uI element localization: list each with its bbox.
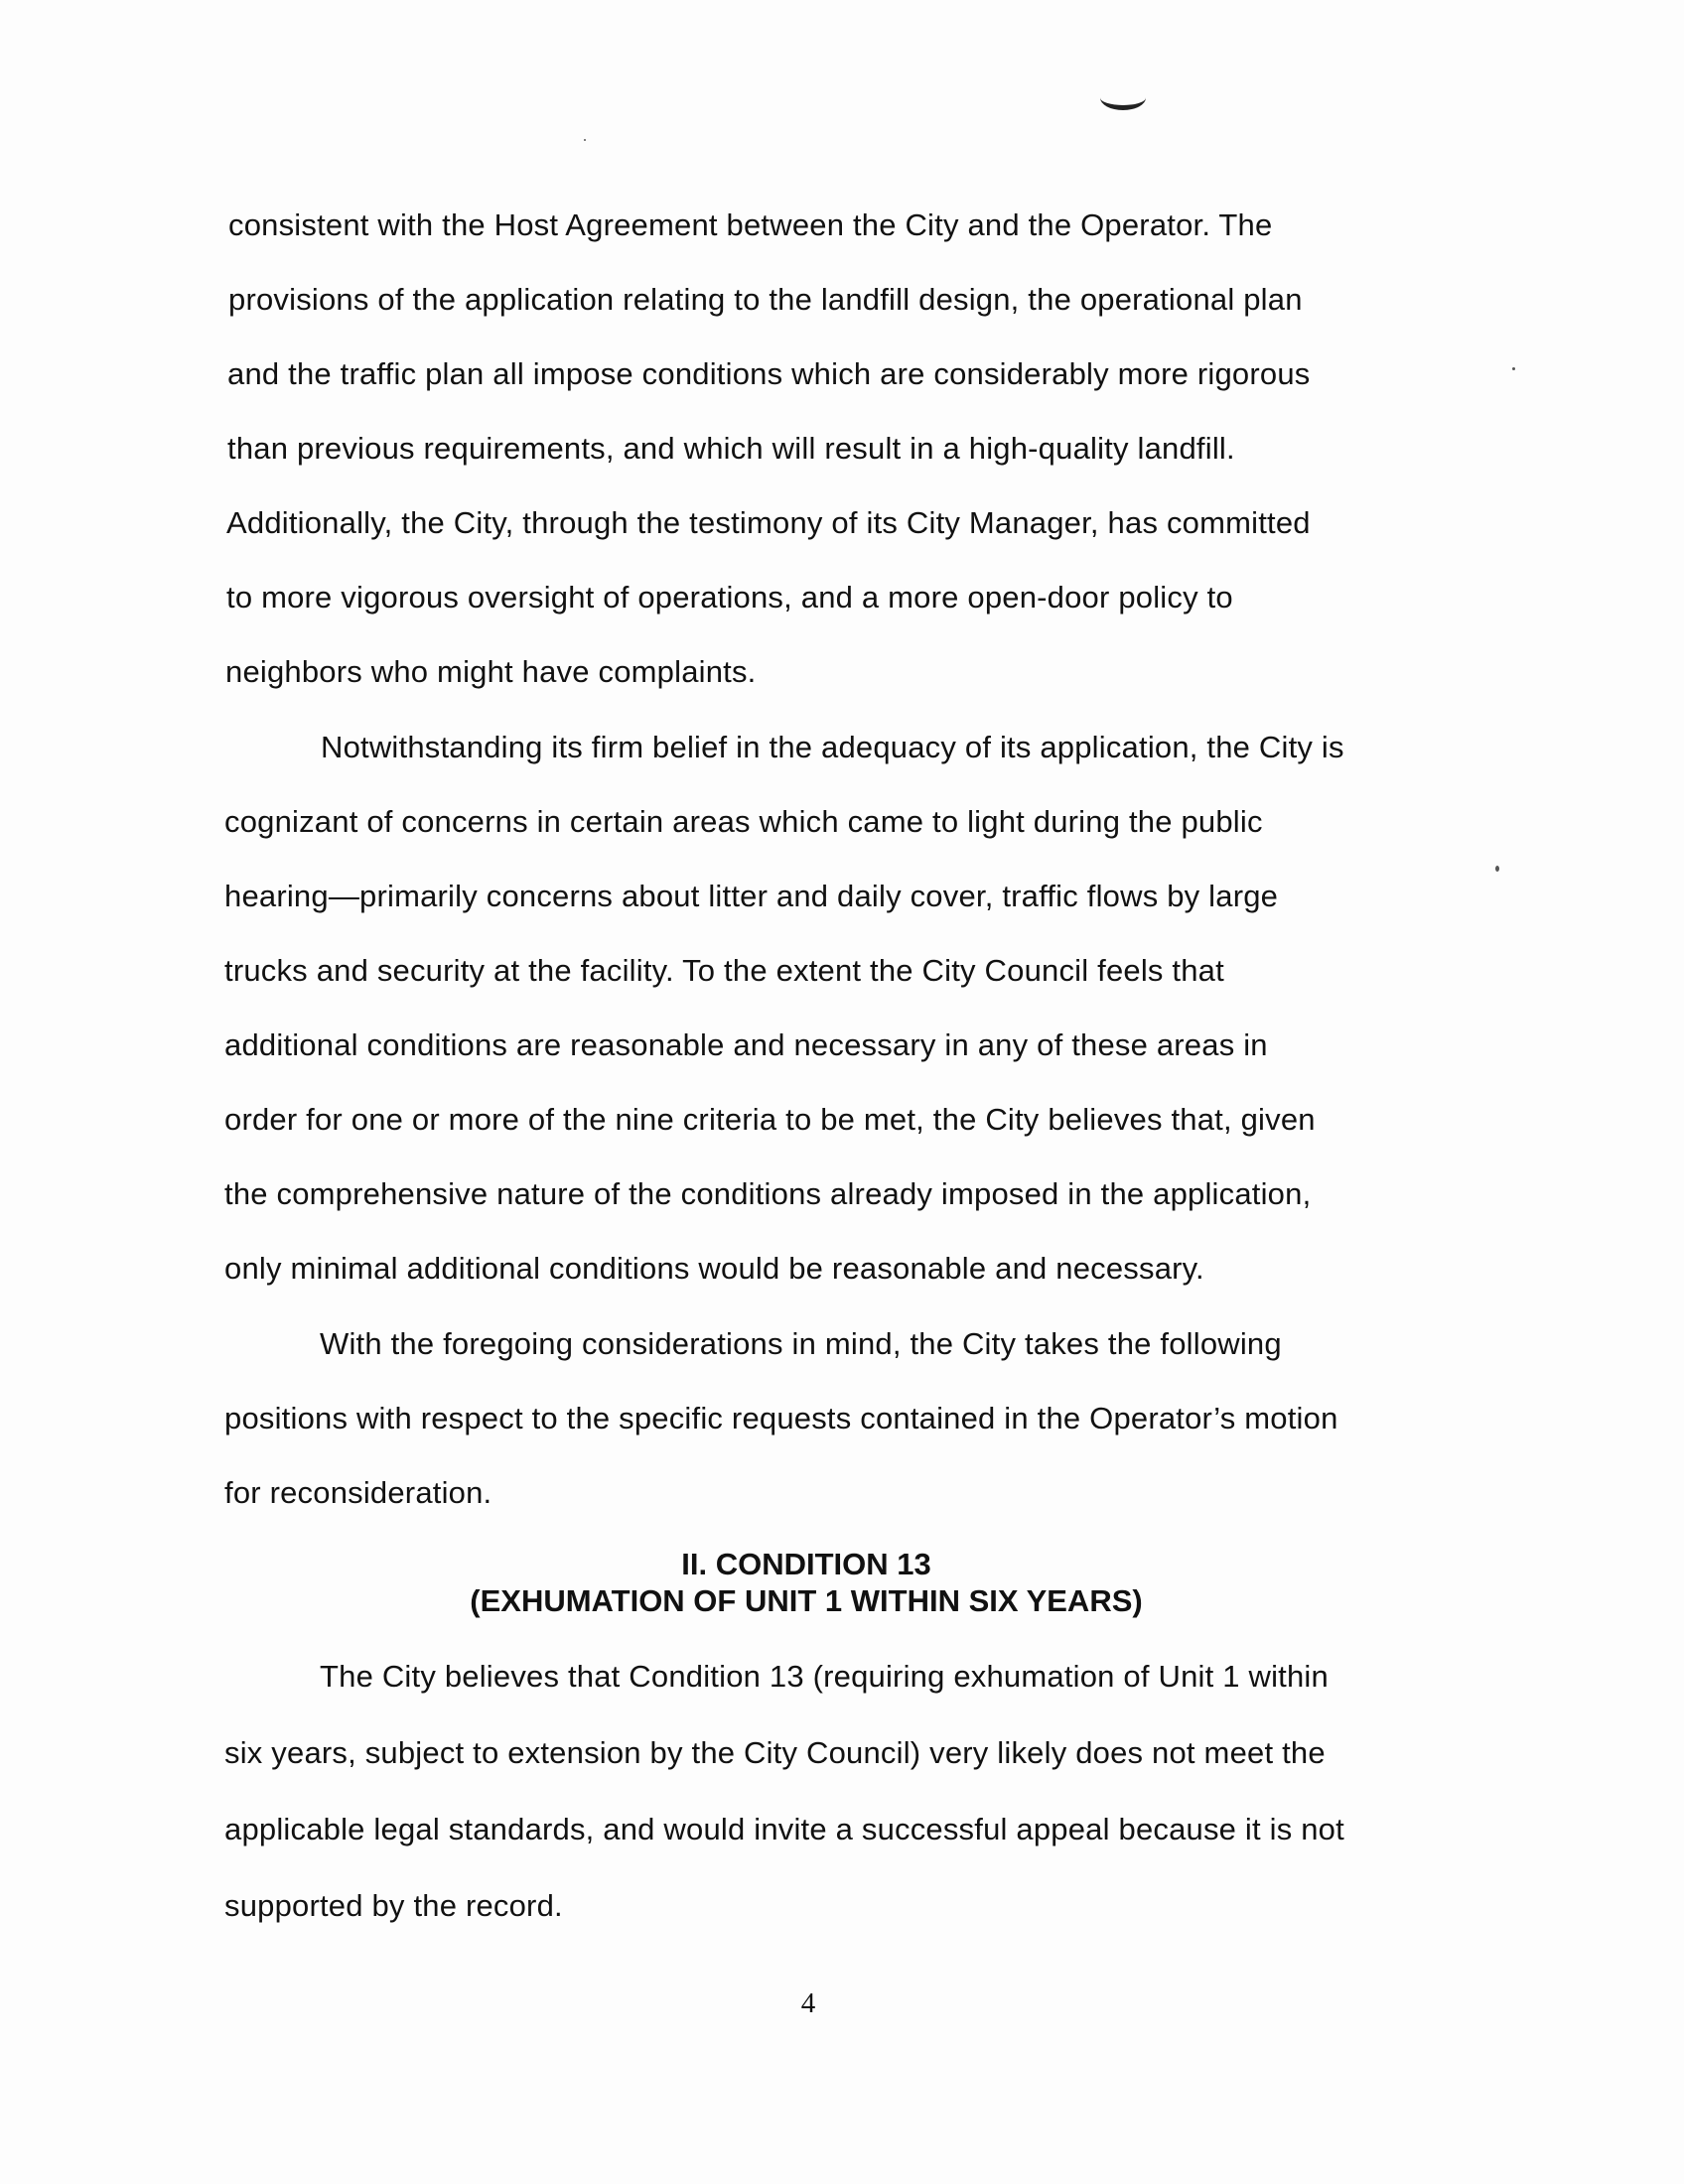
text-line: applicable legal standards, and would invite a successful appeal because it is not: [224, 1812, 1344, 1846]
text-line: order for one or more of the nine criteria to be met, the City believes that, given: [224, 1102, 1316, 1137]
scan-artifact-mark: [1100, 85, 1146, 110]
scan-speck: [584, 139, 586, 141]
text-line: for reconsideration.: [224, 1475, 492, 1510]
scan-speck: [1495, 866, 1499, 872]
section-heading-line-2: (EXHUMATION OF UNIT 1 WITHIN SIX YEARS): [470, 1583, 1143, 1618]
text-line: The City believes that Condition 13 (requiring exhumation of Unit 1 within: [320, 1659, 1329, 1694]
text-line: hearing—primarily concerns about litter and daily cover, traffic flows by large: [224, 879, 1279, 913]
text-line: six years, subject to extension by the City Council) very likely does not meet the: [224, 1735, 1326, 1770]
text-line: and the traffic plan all impose conditions which are considerably more rigorous: [227, 356, 1311, 391]
text-line: additional conditions are reasonable and necessary in any of these areas in: [224, 1027, 1268, 1062]
page-number: 4: [800, 1987, 816, 2019]
text-line: Additionally, the City, through the testimony of its City Manager, has committed: [226, 505, 1311, 540]
scan-speck: [1512, 367, 1515, 370]
text-line: consistent with the Host Agreement between the City and the Operator. The: [228, 207, 1273, 242]
text-line: supported by the record.: [224, 1888, 563, 1923]
text-line: trucks and security at the facility. To the extent the City Council feels that: [224, 953, 1224, 988]
text-line: positions with respect to the specific requests contained in the Operator’s motion: [224, 1401, 1338, 1435]
text-line: the comprehensive nature of the conditions already imposed in the application,: [224, 1176, 1312, 1211]
text-line: than previous requirements, and which will result in a high-quality landfill.: [227, 431, 1235, 466]
text-line: neighbors who might have complaints.: [225, 654, 757, 689]
text-line: With the foregoing considerations in mind, the City takes the following: [320, 1326, 1282, 1361]
text-line: cognizant of concerns in certain areas which came to light during the public: [224, 804, 1263, 839]
text-line: to more vigorous oversight of operations, and a more open-door policy to: [226, 580, 1233, 614]
section-heading-line-1: II. CONDITION 13: [681, 1547, 931, 1581]
text-line: only minimal additional conditions would be reasonable and necessary.: [224, 1251, 1204, 1286]
text-line: provisions of the application relating to the landfill design, the operational plan: [228, 282, 1303, 317]
text-line: Notwithstanding its firm belief in the adequacy of its application, the City is: [321, 730, 1344, 764]
